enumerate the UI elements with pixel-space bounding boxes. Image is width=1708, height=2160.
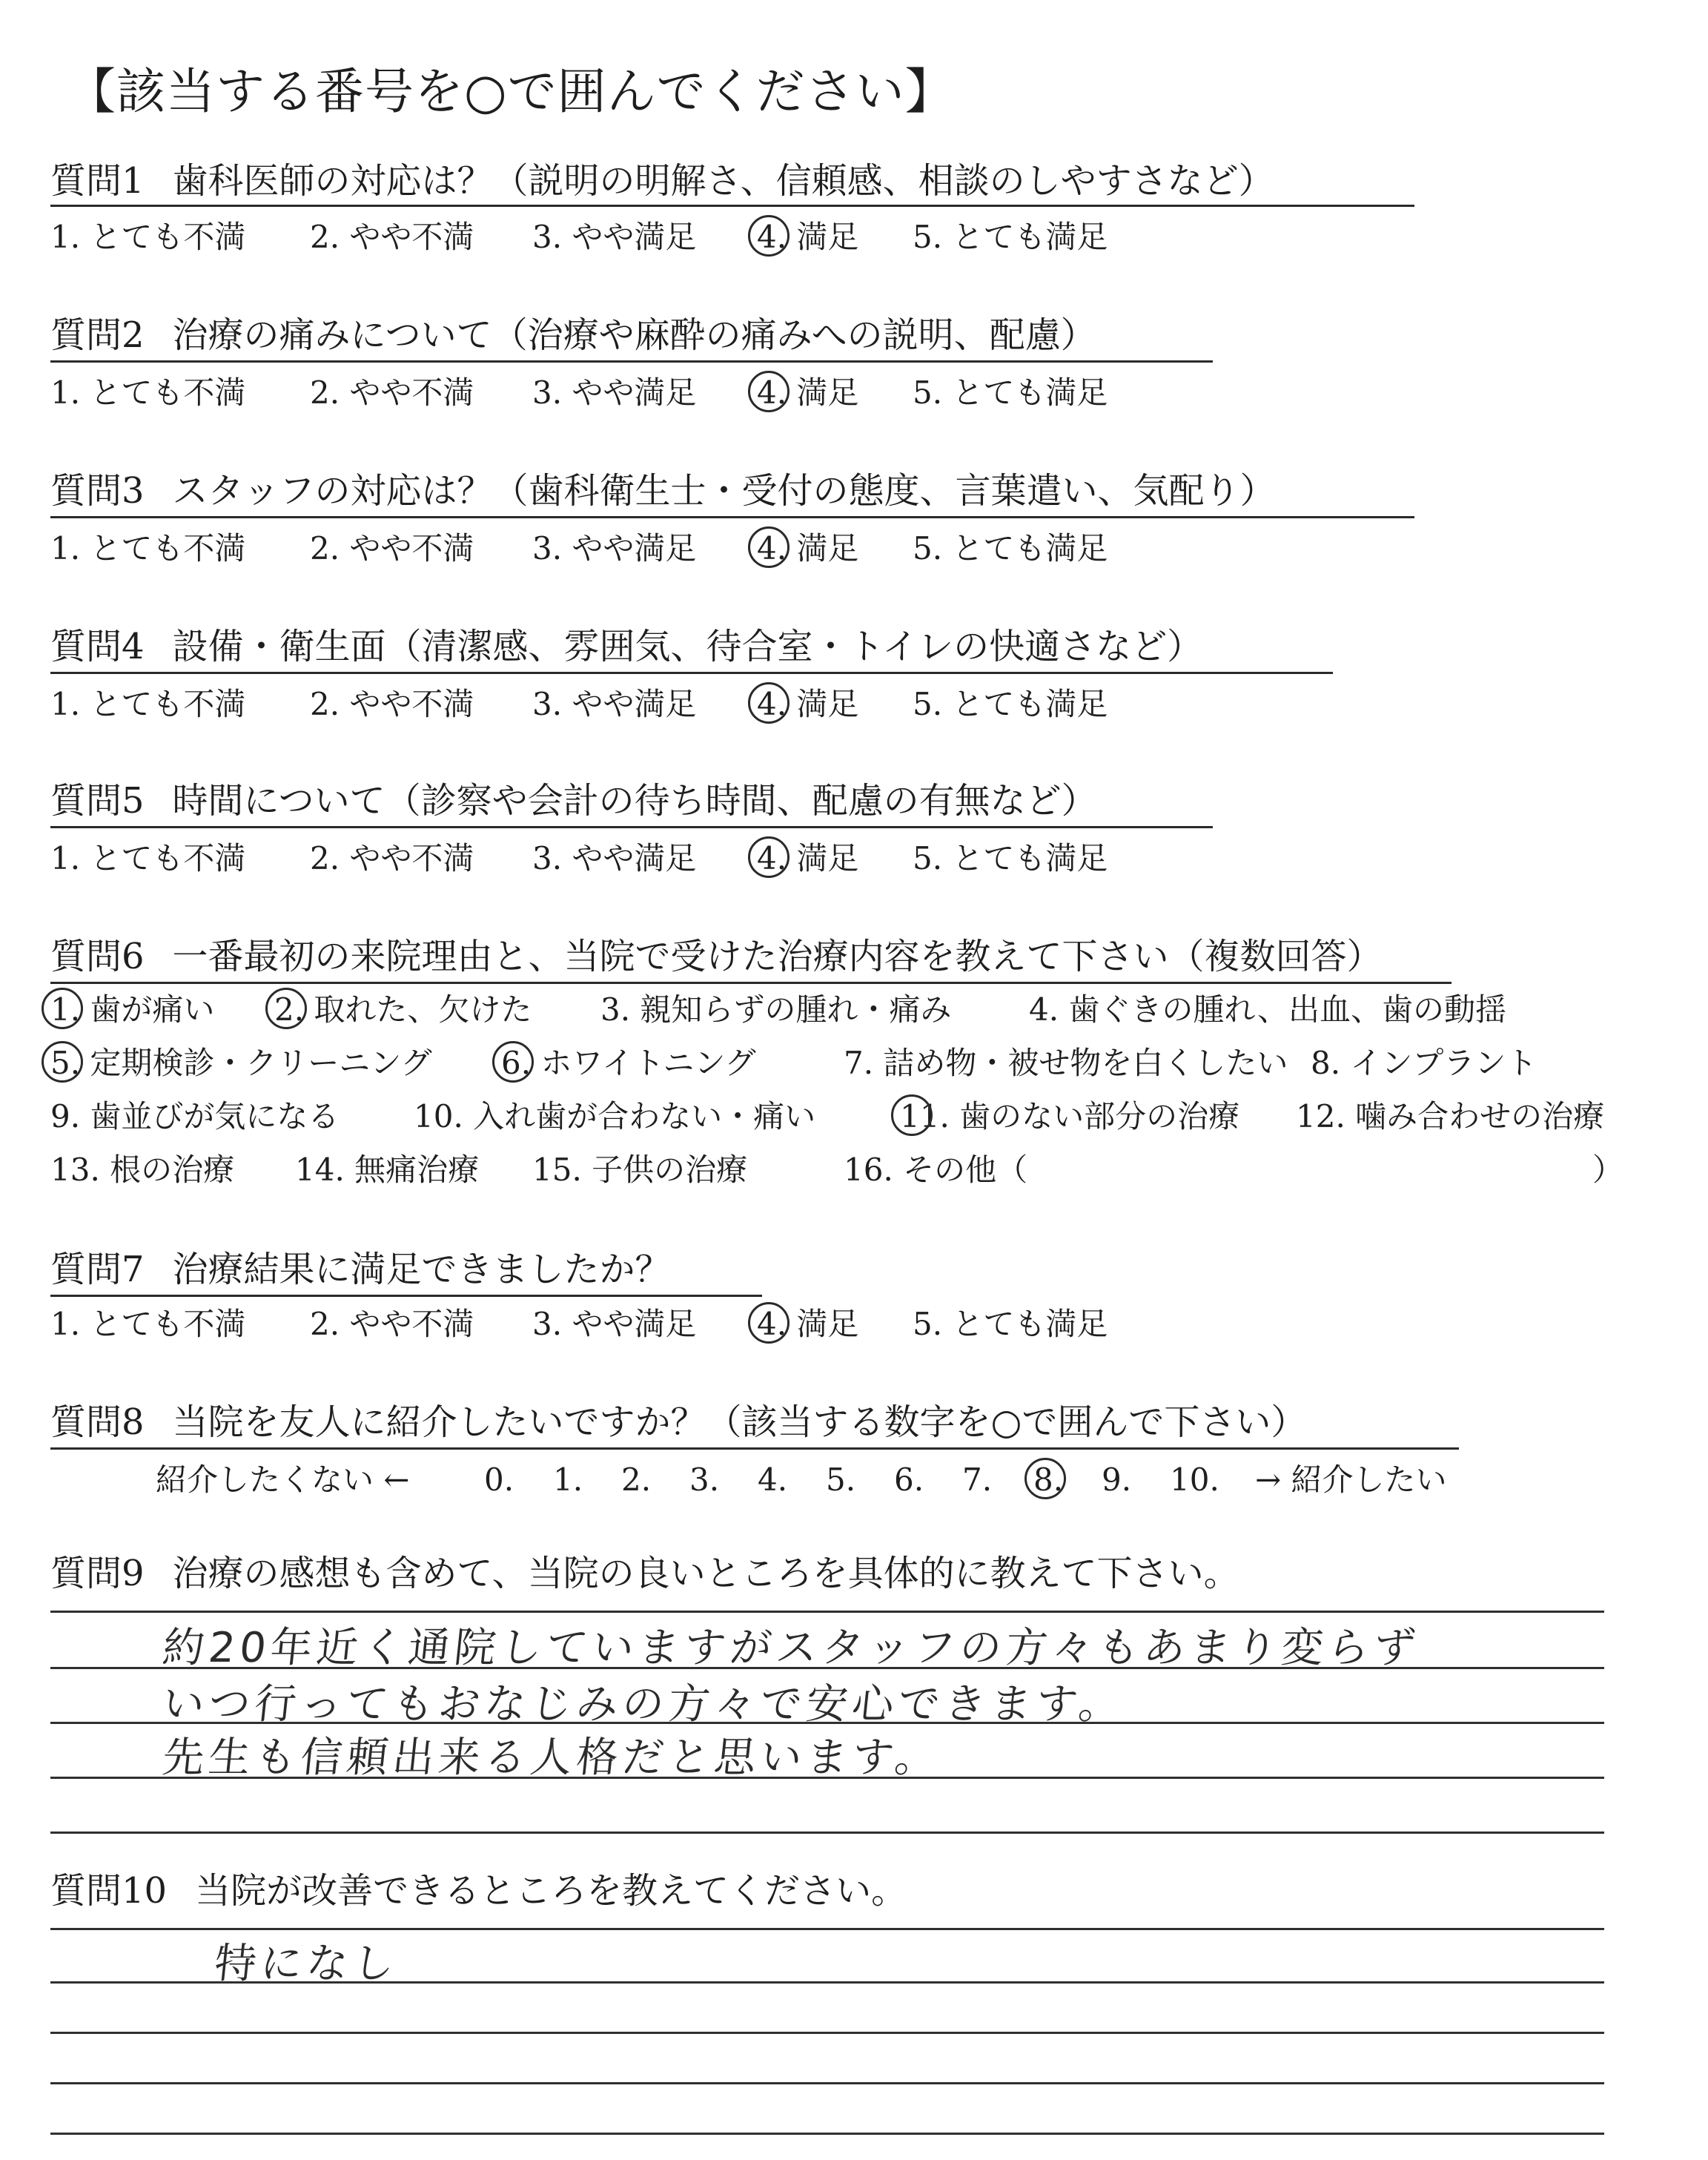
q3-option-2[interactable]: 2. やや不満 [310, 530, 474, 567]
q10-writing-line [50, 2082, 1604, 2084]
question-4 [50, 623, 1202, 670]
q7-option-4[interactable]: 4. 満足 [757, 1302, 858, 1347]
q7-option-5[interactable]: 5. とても満足 [913, 1306, 1108, 1342]
q1-option-5[interactable]: 5. とても満足 [913, 219, 1108, 255]
question-2-number: 質問2 [50, 314, 145, 356]
selection-circle [1025, 1458, 1066, 1499]
q7-option-3[interactable]: 3. やや満足 [532, 1306, 697, 1342]
q6-item-3[interactable]: 3. 親知らずの腫れ・痛み [600, 991, 952, 1028]
selection-circle [42, 988, 83, 1029]
q9-writing-line [50, 1832, 1604, 1834]
q9-writing-line [50, 1611, 1604, 1613]
question-7 [50, 1246, 671, 1293]
question-7-underline [50, 1295, 762, 1297]
selection-circle [748, 836, 790, 878]
q7-option-1[interactable]: 1. とても不満 [50, 1306, 246, 1342]
question-10-text: 当院が改善できるところを教えてください。 [195, 1870, 907, 1912]
q3-option-5[interactable]: 5. とても満足 [913, 530, 1108, 567]
question-1-number: 質問1 [50, 160, 145, 202]
question-8 [50, 1398, 1306, 1446]
question-4-text: 設備・衛生面（清潔感、雰囲気、待合室・トイレの快適さなど） [172, 626, 1203, 667]
q3-option-1[interactable]: 1. とても不満 [50, 530, 246, 567]
q2-option-5[interactable]: 5. とても満足 [913, 374, 1108, 411]
question-5-number: 質問5 [50, 780, 145, 822]
q7-option-2[interactable]: 2. やや不満 [310, 1306, 474, 1342]
q2-option-4[interactable]: 4. 満足 [757, 371, 858, 415]
q6-item-2[interactable]: 2. 取れた、欠けた [274, 988, 532, 1032]
question-3-text: スタッフの対応は？（歯科衛生士・受付の態度、言葉遣い、気配り） [172, 470, 1276, 512]
question-1-underline [50, 205, 1414, 207]
selection-circle [492, 1041, 534, 1083]
question-1 [50, 157, 1274, 205]
q6-item-10[interactable]: 10. 入れ歯が合わない・痛い [414, 1098, 816, 1135]
q9-answer-line-1: 約20年近く通院していますがスタッフの方々もあまり変らず [160, 1624, 1423, 1672]
question-2 [50, 311, 1096, 359]
q6-item-6[interactable]: 6. ホワイトニング [501, 1041, 756, 1086]
q5-option-1[interactable]: 1. とても不満 [50, 840, 246, 876]
q2-option-2[interactable]: 2. やや不満 [310, 374, 474, 411]
question-6-number: 質問6 [50, 936, 145, 977]
q10-writing-line [50, 1928, 1604, 1930]
page-title: 【該当する番号を○で囲んでください】 [67, 63, 955, 120]
selection-circle [748, 526, 790, 568]
q6-item-13[interactable]: 13. 根の治療 [50, 1152, 235, 1188]
question-3-underline [50, 516, 1414, 518]
q6-item-5[interactable]: 5. 定期検診・クリーニング [50, 1041, 432, 1086]
q1-option-3[interactable]: 3. やや満足 [532, 219, 697, 255]
q2-option-1[interactable]: 1. とても不満 [50, 374, 246, 411]
question-10-number: 質問10 [50, 1870, 168, 1912]
q4-option-5[interactable]: 5. とても満足 [913, 686, 1108, 722]
q8-option-2[interactable]: 2. [621, 1462, 652, 1498]
q10-answer-line-1: 特になし [212, 1940, 401, 1988]
question-4-number: 質問4 [50, 626, 145, 667]
selection-circle [265, 988, 307, 1029]
q5-option-5[interactable]: 5. とても満足 [913, 840, 1108, 876]
question-6-text: 一番最初の来院理由と、当院で受けた治療内容を教えて下さい（複数回答） [172, 936, 1383, 977]
question-6-underline [50, 982, 1452, 984]
q9-answer-line-2: いつ行ってもおなじみの方々で安心できます。 [160, 1680, 1128, 1728]
selection-circle [748, 371, 790, 412]
question-8-text: 当院を友人に紹介したいですか？（該当する数字を○で囲んで下さい） [172, 1401, 1307, 1443]
q8-option-0[interactable]: 0. [484, 1462, 514, 1498]
question-9-number: 質問9 [50, 1553, 145, 1594]
question-5 [50, 777, 1097, 825]
q1-option-4[interactable]: 4. 満足 [757, 215, 858, 260]
q4-option-3[interactable]: 3. やや満足 [532, 686, 697, 722]
q6-item-4[interactable]: 4. 歯ぐきの腫れ、出血、歯の動揺 [1029, 991, 1506, 1028]
q8-option-5[interactable]: 5. [826, 1462, 856, 1498]
q8-right-label: → 紹介したい [1255, 1462, 1447, 1498]
question-5-underline [50, 826, 1213, 828]
question-3 [50, 467, 1276, 515]
q6-item-12[interactable]: 12. 噛み合わせの治療 [1296, 1098, 1605, 1135]
q6-item-7[interactable]: 7. 詰め物・被せ物を白くしたい [844, 1045, 1288, 1081]
q8-option-7[interactable]: 7. [962, 1462, 993, 1498]
q1-option-2[interactable]: 2. やや不満 [310, 219, 474, 255]
q3-option-4[interactable]: 4. 満足 [757, 526, 858, 571]
q5-option-4[interactable]: 4. 満足 [757, 836, 858, 881]
q6-item-1[interactable]: 1. 歯が痛い [50, 988, 214, 1032]
question-9-text: 治療の感想も含めて、当院の良いところを具体的に教えて下さい。 [172, 1553, 1239, 1594]
q8-option-8[interactable]: 8. [1033, 1458, 1063, 1502]
selection-circle [748, 682, 790, 724]
selection-circle [891, 1094, 933, 1136]
selection-circle [748, 1302, 790, 1344]
question-5-text: 時間について（診察や会計の待ち時間、配慮の有無など） [172, 780, 1097, 822]
q4-option-2[interactable]: 2. やや不満 [310, 686, 474, 722]
question-9 [50, 1550, 1239, 1597]
q8-option-1[interactable]: 1. [553, 1462, 583, 1498]
question-1-text: 歯科医師の対応は？（説明の明解さ、信頼感、相談のしやすさなど） [172, 160, 1274, 202]
q10-writing-line [50, 2032, 1604, 2034]
q2-option-3[interactable]: 3. やや満足 [532, 374, 697, 411]
question-2-underline [50, 360, 1213, 363]
question-7-number: 質問7 [50, 1249, 145, 1290]
selection-circle [748, 215, 790, 257]
q5-option-2[interactable]: 2. やや不満 [310, 840, 474, 876]
q6-item-15[interactable]: 15. 子供の治療 [532, 1152, 748, 1188]
q8-option-6[interactable]: 6. [894, 1462, 924, 1498]
q6-item-9[interactable]: 9. 歯並びが気になる [50, 1098, 340, 1135]
q8-option-4[interactable]: 4. [758, 1462, 788, 1498]
q6-item-16-close: ） [1592, 1152, 1624, 1188]
q6-item-11[interactable]: 11. 歯のない部分の治療 [900, 1094, 1239, 1139]
question-2-text: 治療の痛みについて（治療や麻酔の痛みへの説明、配慮） [172, 314, 1096, 356]
q8-option-9[interactable]: 9. [1102, 1462, 1132, 1498]
question-8-number: 質問8 [50, 1401, 145, 1443]
question-7-text: 治療結果に満足できましたか？ [172, 1249, 671, 1290]
question-3-number: 質問3 [50, 470, 145, 512]
q1-option-1[interactable]: 1. とても不満 [50, 219, 246, 255]
q4-option-4[interactable]: 4. 満足 [757, 682, 858, 727]
question-4-underline [50, 672, 1333, 674]
q10-writing-line [50, 2133, 1604, 2135]
q8-left-label: 紹介したくない ← [156, 1462, 410, 1498]
q8-option-10[interactable]: 10. [1170, 1462, 1219, 1498]
q9-answer-line-3: 先生も信頼出来る人格だと思います。 [160, 1734, 944, 1782]
selection-circle [42, 1041, 83, 1083]
q6-item-16[interactable]: 16. その他（ [844, 1152, 1028, 1188]
q5-option-3[interactable]: 3. やや満足 [532, 840, 697, 876]
question-6 [50, 933, 1383, 980]
q8-option-3[interactable]: 3. [689, 1462, 720, 1498]
question-10 [50, 1867, 907, 1915]
question-8-underline [50, 1447, 1459, 1450]
q6-item-14[interactable]: 14. 無痛治療 [295, 1152, 480, 1188]
q4-option-1[interactable]: 1. とても不満 [50, 686, 246, 722]
q6-item-8[interactable]: 8. インプラント [1311, 1045, 1537, 1081]
q3-option-3[interactable]: 3. やや満足 [532, 530, 697, 567]
